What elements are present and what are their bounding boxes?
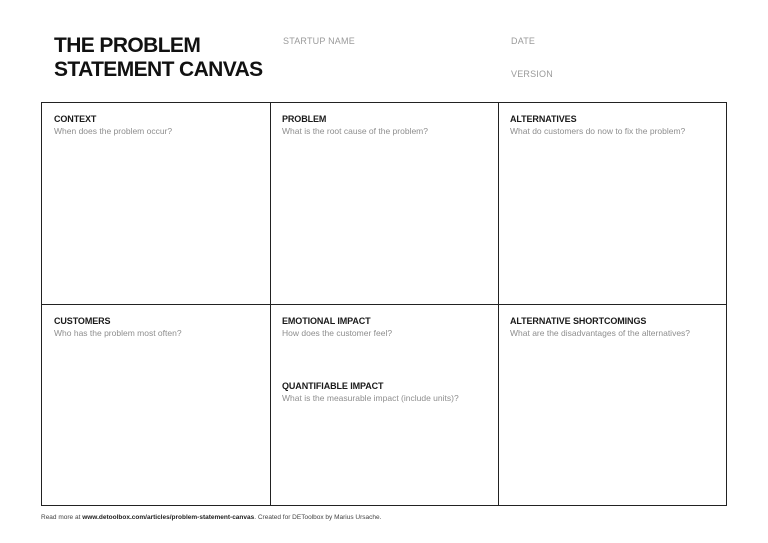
date-label: DATE [511, 36, 536, 46]
quantifiable-impact-question: What is the measurable impact (include units)? [282, 393, 459, 403]
problem-question: What is the root cause of the problem? [282, 126, 428, 136]
footer-note [41, 514, 381, 521]
customers-question: Who has the problem most often? [54, 328, 182, 338]
canvas-title-line-1: THE PROBLEM [54, 34, 201, 57]
canvas-title [54, 34, 263, 82]
alternatives-question: What do customers do now to fix the problem? [510, 126, 686, 136]
problem-heading: PROBLEM [282, 114, 327, 124]
context-question: When does the problem occur? [54, 126, 173, 136]
alternative-shortcomings-heading: ALTERNATIVE SHORTCOMINGS [510, 316, 647, 326]
context-heading: CONTEXT [54, 114, 97, 124]
quantifiable-impact-heading: QUANTIFIABLE IMPACT [282, 381, 384, 391]
footer-link[interactable]: www.detoolbox.com/articles/problem-statement-canvas [82, 514, 255, 521]
alternatives-heading: ALTERNATIVES [510, 114, 577, 124]
startup-name-label: STARTUP NAME [283, 36, 355, 46]
customers-heading: CUSTOMERS [54, 316, 111, 326]
emotional-impact-question: How does the customer feel? [282, 328, 393, 338]
emotional-impact-heading: EMOTIONAL IMPACT [282, 316, 371, 326]
version-label: VERSION [511, 69, 553, 79]
canvas-title-line-2: STATEMENT CANVAS [54, 58, 263, 81]
footer-suffix: . Created for DEToolbox by Marius Ursache. [254, 514, 382, 521]
grid-divider-horizontal [42, 304, 726, 305]
canvas-grid [41, 102, 727, 506]
alternative-shortcomings-question: What are the disadvantages of the alternatives? [510, 328, 691, 338]
footer-prefix: Read more at [41, 514, 83, 521]
